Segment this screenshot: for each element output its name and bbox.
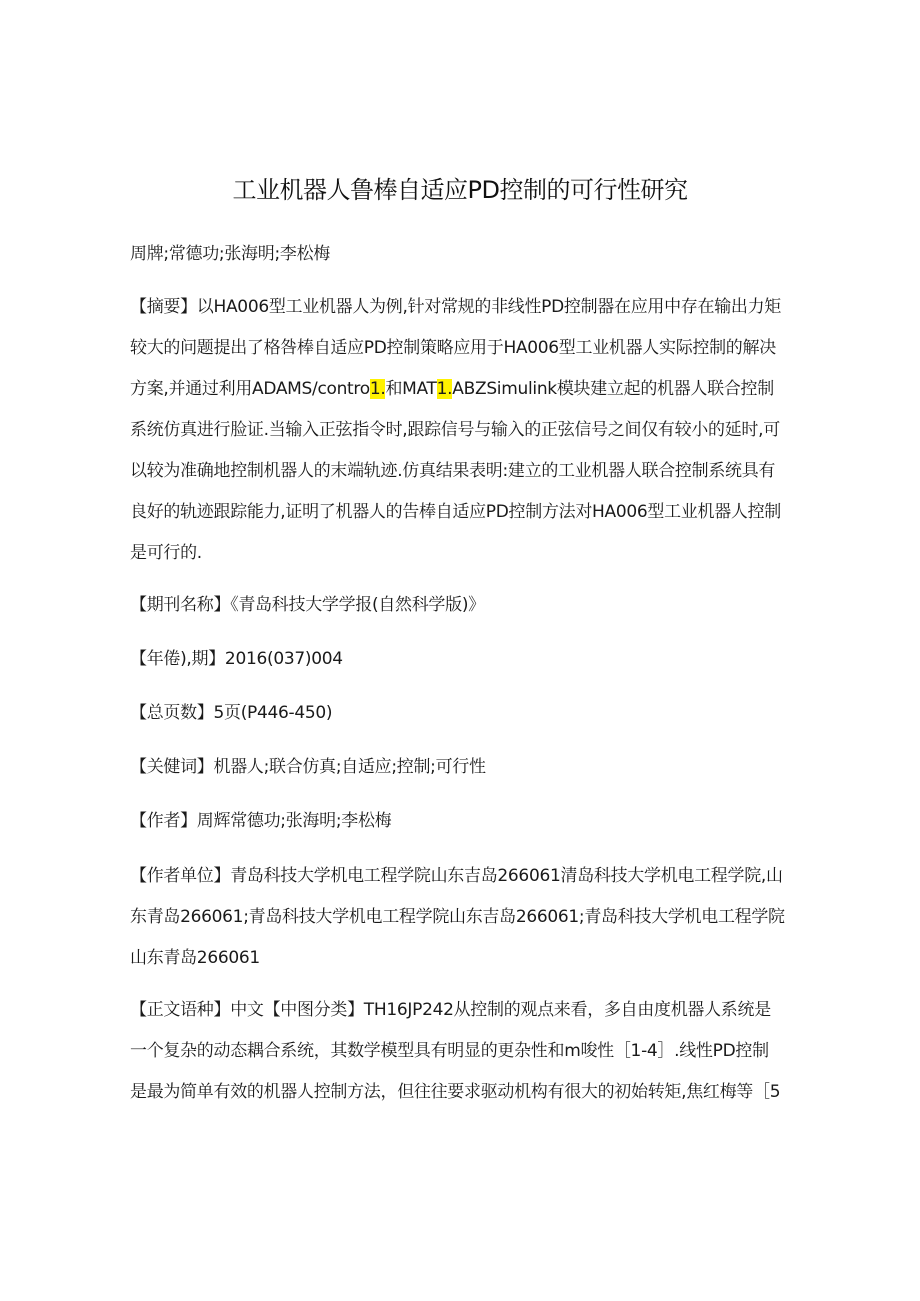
body-line: 是最为简单有效的机器人控制方法，但往往要求驱动机构有很大的初始转矩,焦红梅等［5 xyxy=(130,1082,781,1102)
authors-line xyxy=(130,234,800,275)
abstract-line: 良好的轨迹跟踪能力,证明了机器人的告棒自适应PD控制方法对HA006型工业机器人控制 xyxy=(130,502,782,522)
abstract-line: 【摘要】以HA006型工业机器人为例,针对常规的非线性PD控制器在应用中存在输出力矩 xyxy=(130,297,782,317)
year-issue-field xyxy=(130,639,800,680)
author-field xyxy=(130,801,800,842)
page-count-field xyxy=(130,693,800,734)
affiliation-line: 山东青岛266061 xyxy=(130,948,260,968)
abstract-line xyxy=(130,369,800,410)
affiliation-field xyxy=(130,856,800,979)
highlighted-text: 1. xyxy=(436,379,453,399)
abstract-line: 是可行的. xyxy=(130,543,202,563)
abstract-text-segment: 方案,并通过利用ADAMS/contro xyxy=(130,379,370,399)
authors-text: 周牌;常德功;张海明;李松梅 xyxy=(130,244,330,264)
paper-title: 工业机器人鲁棒自适应PD控制的可行性研究 xyxy=(232,176,688,204)
year-issue: 【年倦),期】2016(037)004 xyxy=(130,649,343,669)
body-line: 一个复杂的动态耦合系统，其数学模型具有明显的更杂性和m唆性［1-4］.线性PD控制 xyxy=(130,1041,769,1061)
abstract-text-segment: ABZSimulink模块建立起的机器人联合控制 xyxy=(452,379,774,399)
abstract-line: 系统仿真进行脸证.当输入正弦指令时,跟踪信号与输入的正弦信号之间仅有较小的延时,可 xyxy=(130,420,780,440)
affiliation-line: 【作者单位】青岛科技大学机电工程学院山东吉岛266061清岛科技大学机电工程学院,山 xyxy=(130,866,783,886)
highlighted-text: 1. xyxy=(369,379,386,399)
body-line: 【正文语种】中文【中图分类】TH16JP242从控制的观点来看，多自由度机器人系统是 xyxy=(130,1000,771,1020)
body-text-section xyxy=(130,990,800,1113)
abstract-line: 以较为准确地控制机器人的末端轨迹.仿真结果表明:建立的工业机器人联合控制系统具有 xyxy=(130,461,776,481)
keywords: 【关健词】机器人;联合仿真;自适应;控制;可行性 xyxy=(130,757,486,777)
abstract-section xyxy=(130,287,800,574)
page-count: 【总页数】5页(P446-450) xyxy=(130,703,333,723)
author-names: 【作者】周辉常德功;张海明;李松梅 xyxy=(130,811,392,831)
keywords-field xyxy=(130,747,800,788)
abstract-line: 较大的问题提出了格咎棒自适应PD控制策略应用于HA006型工业机器人实际控制的解决 xyxy=(130,338,776,358)
affiliation-line: 东青岛266061;青岛科技大学机电工程学院山东吉岛266061;青岛科技大学机电工程学院 xyxy=(130,907,785,927)
journal-name: 【期刊名称】《青岛科技大学学报(自然科学版)》 xyxy=(130,595,485,615)
abstract-text-segment: 和MAT xyxy=(385,379,437,399)
journal-field xyxy=(130,585,800,626)
